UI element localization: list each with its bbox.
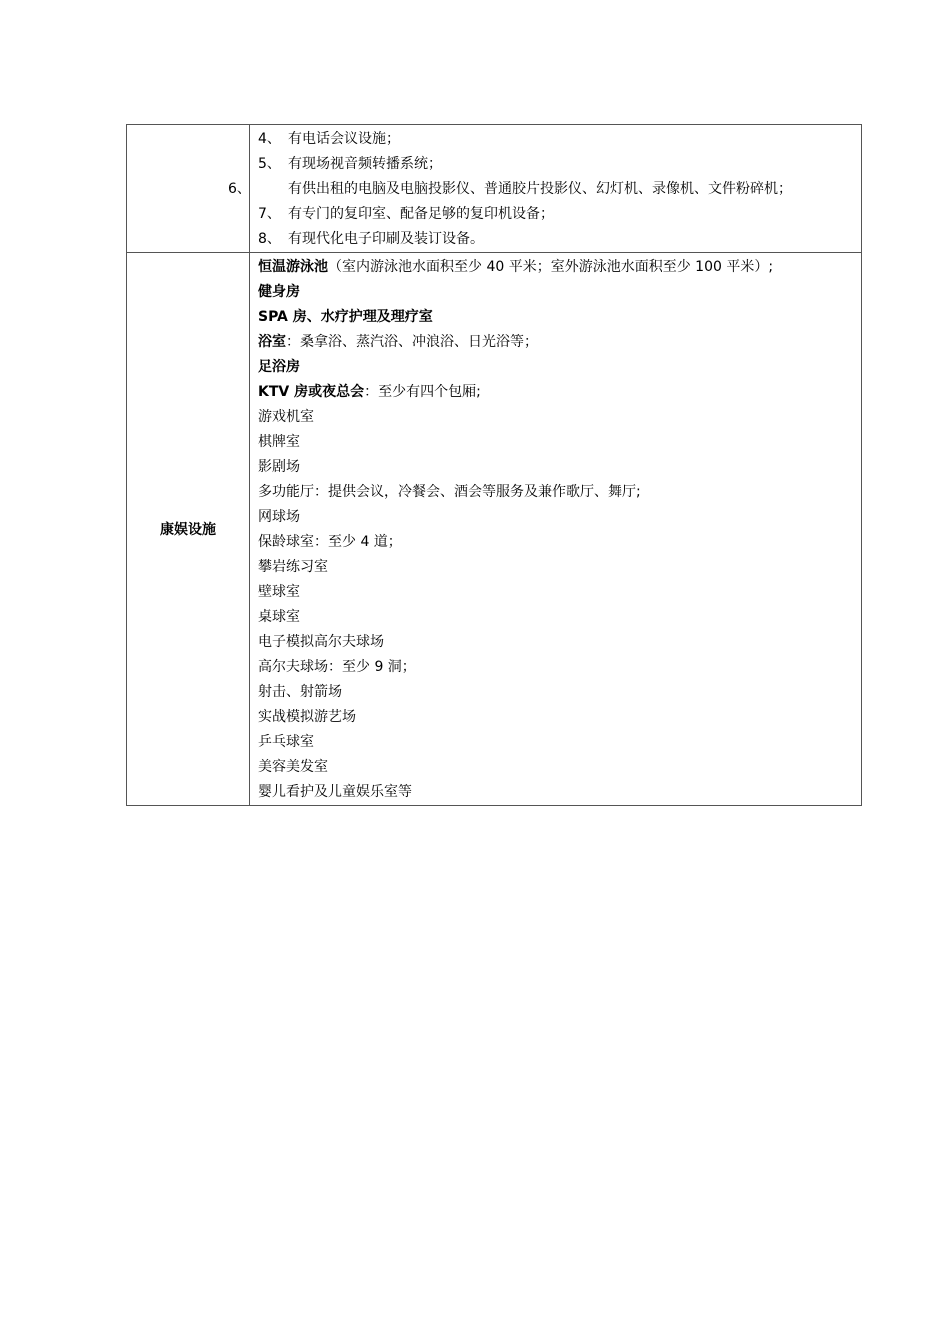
facility-table [126, 124, 862, 806]
list-item: 健身房 [258, 284, 300, 300]
row-label-recreation: 康娱设施 [127, 253, 250, 806]
list-item: 足浴房 [258, 359, 300, 375]
list-item: 实战模拟游艺场 [258, 709, 356, 725]
list-item: 4、 有电话会议设施； [258, 131, 400, 147]
list-item: 乒乓球室 [258, 734, 314, 750]
list-item: 恒温游泳池（室内游泳池水面积至少 40 平米；室外游泳池水面积至少 100 平米）; [258, 259, 774, 275]
list-item: 婴儿看护及儿童娱乐室等 [258, 784, 412, 800]
meeting-facilities-list [228, 125, 862, 253]
list-item: 8、 有现代化电子印刷及装订设备。 [258, 231, 484, 247]
list-item: 攀岩练习室 [258, 559, 328, 575]
list-item: 7、 有专门的复印室、配备足够的复印机设备； [258, 206, 554, 222]
table-row [127, 253, 862, 806]
list-item: 壁球室 [258, 584, 300, 600]
recreation-facilities-list [250, 253, 862, 806]
list-item: 多功能厅：提供会议，冷餐会、酒会等服务及兼作歌厅、舞厅; [258, 484, 641, 500]
list-item: 保龄球室：至少 4 道； [258, 534, 402, 550]
list-item: 浴室：桑拿浴、蒸汽浴、冲浪浴、日光浴等； [258, 334, 538, 350]
list-item: 游戏机室 [258, 409, 314, 425]
list-item: SPA 房、水疗护理及理疗室 [258, 309, 433, 325]
list-item: 棋牌室 [258, 434, 300, 450]
list-item: 影剧场 [258, 459, 300, 475]
list-item: 射击、射箭场 [258, 684, 342, 700]
list-item: 网球场 [258, 509, 300, 525]
list-item: 桌球室 [258, 609, 300, 625]
list-item: 高尔夫球场：至少 9 洞； [258, 659, 416, 675]
list-item: 电子模拟高尔夫球场 [258, 634, 384, 650]
list-item: 6、 有供出租的电脑及电脑投影仪、普通胶片投影仪、幻灯机、录像机、文件粉碎机； [228, 181, 792, 197]
list-item: 美容美发室 [258, 759, 328, 775]
list-item: 5、 有现场视音频转播系统； [258, 156, 442, 172]
table-row [127, 125, 862, 253]
list-item: KTV 房或夜总会：至少有四个包厢; [258, 384, 481, 400]
